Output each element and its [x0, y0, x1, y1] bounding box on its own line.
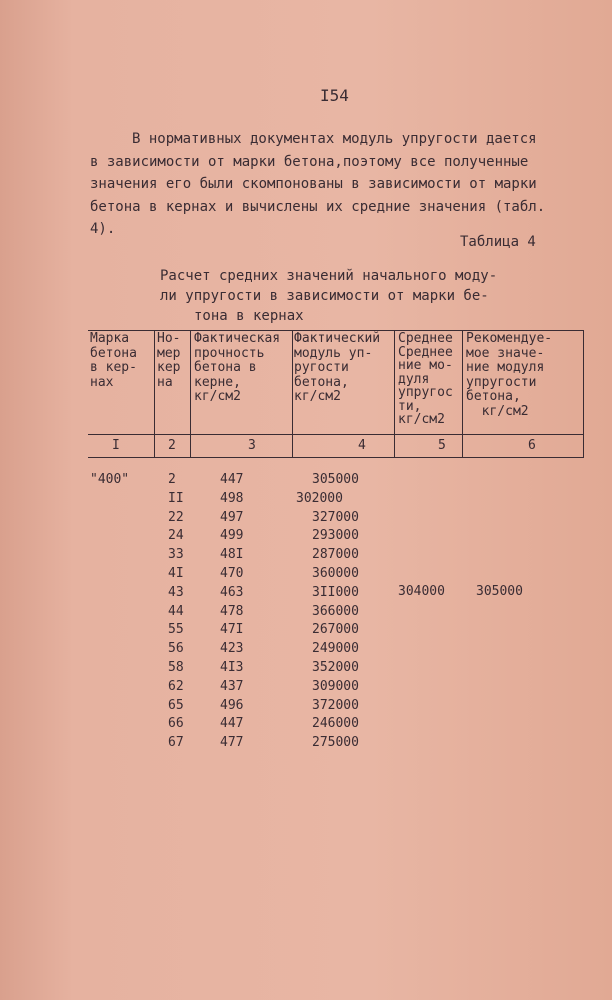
table-cell-modulus: 293000	[312, 528, 359, 544]
column-number: 4	[358, 438, 366, 453]
table-cell-core: II	[168, 490, 184, 506]
header-text: Фактический	[294, 331, 381, 346]
header-text: мое значе-	[466, 345, 545, 361]
header-strength	[194, 332, 280, 405]
table-cell-core: 43	[168, 584, 184, 600]
table-cell-modulus: 249000	[312, 641, 359, 657]
table-label: Таблица 4	[460, 234, 536, 250]
caption-line: Расчет средних значений начального моду-	[160, 268, 498, 284]
header-text: упругости	[466, 374, 537, 390]
header-text: Но-	[157, 331, 181, 346]
table-cell-core: 22	[168, 509, 184, 525]
paragraph-line: в зависимости от марки бетона,поэтому все полученные	[90, 153, 529, 170]
table-cell-strength: 463	[220, 584, 244, 600]
header-grade	[90, 332, 137, 390]
table-cell-modulus: 287000	[312, 547, 359, 563]
table-cell-strength: 477	[220, 735, 244, 751]
column-number: 6	[528, 438, 536, 453]
header-bottom-rule	[88, 457, 584, 458]
table-cell-core: 67	[168, 735, 184, 751]
table-cell-core: 55	[168, 622, 184, 638]
header-recommended	[466, 332, 552, 419]
table-cell-core: 58	[168, 660, 184, 675]
column-divider	[190, 330, 191, 458]
table-cell-strength: 498	[220, 490, 244, 506]
table-cell-strength: 48I	[220, 547, 244, 563]
table-cell-modulus: 3II000	[312, 584, 359, 600]
table-cell-modulus: 309000	[312, 678, 359, 694]
header-average	[398, 332, 453, 427]
table-cell-core: 4I	[168, 566, 184, 581]
column-number: 3	[248, 438, 256, 453]
column-divider	[292, 330, 293, 458]
table-cell-modulus: 267000	[312, 622, 359, 638]
header-text: упругос	[398, 385, 453, 400]
header-text: бетона,	[466, 389, 521, 404]
table-cell-strength: 497	[220, 509, 244, 525]
header-text: бетона в	[194, 360, 257, 375]
header-text: ругости	[294, 360, 349, 375]
header-text: ние модуля	[466, 360, 545, 375]
table-cell-modulus: 246000	[312, 716, 359, 732]
page-number: I54	[320, 86, 349, 105]
column-divider	[583, 330, 584, 458]
column-divider	[394, 330, 395, 458]
table-cell-strength: 470	[220, 566, 244, 581]
table-cell-modulus: 275000	[312, 735, 359, 751]
header-text: кг/см2	[294, 389, 341, 404]
paragraph-line: бетона в кернах и вычислены их средние значения (табл.	[90, 198, 546, 215]
column-number: 2	[168, 438, 176, 453]
paragraph-line: значения его были скомпонованы в зависимости от марки	[90, 176, 537, 192]
table-cell-core: 66	[168, 716, 184, 732]
table-cell-strength: 447	[220, 716, 244, 732]
header-text: дуля	[398, 371, 430, 387]
table-cell-core: 33	[168, 547, 184, 563]
header-text: бетона	[90, 345, 137, 361]
header-modulus	[294, 332, 380, 405]
table-cell-core: 2	[168, 472, 176, 487]
table-cell-modulus: 352000	[312, 660, 359, 675]
header-text: нах	[90, 374, 114, 390]
table-cell-modulus: 360000	[312, 566, 359, 581]
table-cell-core: 62	[168, 678, 184, 694]
table-cell-strength: 4I3	[220, 660, 244, 675]
table-cell-strength: 423	[220, 641, 244, 657]
header-text: модуль уп-	[294, 345, 373, 361]
header-text: ти,	[398, 398, 422, 414]
table-cell-modulus: 327000	[312, 509, 359, 525]
table-cell-modulus: 302000	[296, 490, 343, 506]
paragraph-line: 4).	[90, 221, 116, 237]
table-cell-core: 24	[168, 528, 184, 544]
average-modulus: 304000	[398, 584, 445, 599]
table-cell-core: 44	[168, 603, 184, 619]
column-number: 5	[438, 438, 446, 453]
caption-line: ли упругости в зависимости от марки бе-	[160, 288, 489, 304]
header-text: керне,	[194, 374, 241, 390]
table-cell-core: 65	[168, 697, 184, 713]
table-cell-strength: 478	[220, 603, 244, 619]
concrete-grade: "400"	[90, 472, 130, 487]
intro-paragraph	[90, 128, 570, 241]
column-number: I	[112, 438, 120, 453]
table-cell-modulus: 366000	[312, 603, 359, 619]
table-cell-strength: 47I	[220, 622, 244, 638]
paragraph-line: В нормативных документах модуль упругости дается	[132, 131, 537, 147]
header-text: Рекомендуе-	[466, 331, 553, 346]
header-text: Фактическая	[194, 331, 281, 346]
table-caption	[160, 266, 540, 326]
header-text: Среднее	[398, 331, 453, 346]
table-cell-core: 56	[168, 641, 184, 657]
header-text: ние мо-	[398, 358, 453, 373]
table-cell-strength: 496	[220, 697, 244, 713]
column-divider	[462, 330, 463, 458]
header-text: кг/см2	[466, 403, 529, 419]
recommended-modulus: 305000	[476, 584, 523, 599]
header-text: прочность	[194, 345, 265, 361]
table-cell-strength: 499	[220, 528, 244, 544]
table-cell-modulus: 372000	[312, 697, 359, 713]
caption-line: тона в кернах	[194, 308, 304, 324]
header-mid-rule	[88, 434, 584, 435]
header-text: на	[157, 374, 173, 390]
header-text: Среднее	[398, 344, 453, 360]
table-cell-modulus: 305000	[312, 472, 359, 487]
header-text: Марка	[90, 331, 130, 346]
header-text: кг/см2	[194, 389, 241, 404]
header-text: кг/см2	[398, 412, 445, 427]
header-core-number	[157, 332, 180, 390]
header-text: бетона,	[294, 374, 349, 390]
header-text: мер	[157, 345, 181, 361]
table-header	[88, 330, 584, 458]
column-divider	[154, 330, 155, 458]
header-text: в кер-	[90, 360, 137, 375]
table-cell-strength: 437	[220, 678, 244, 694]
table-cell-strength: 447	[220, 472, 244, 487]
header-text: кер	[157, 360, 181, 375]
